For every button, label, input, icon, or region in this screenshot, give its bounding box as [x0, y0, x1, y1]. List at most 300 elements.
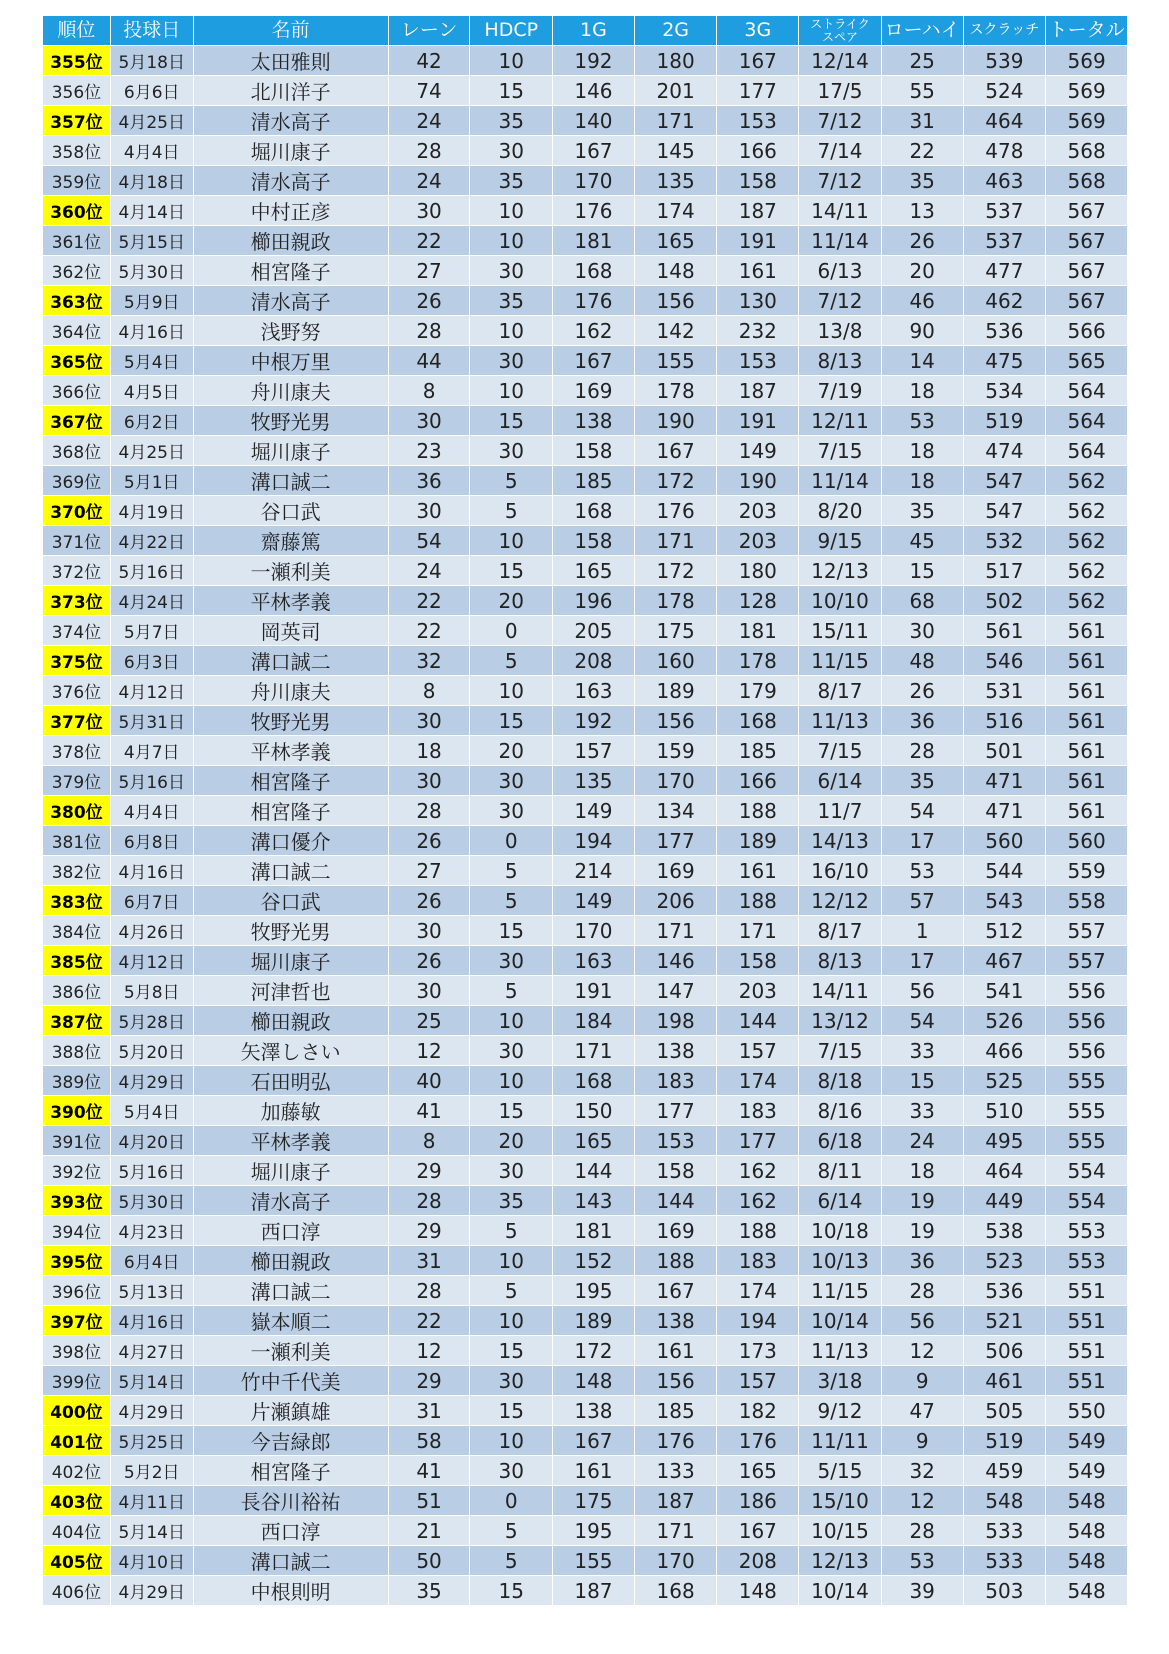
- game1-cell: 161: [553, 1456, 635, 1486]
- lowhigh-cell: 18: [882, 1156, 964, 1186]
- lane-cell: 22: [389, 616, 471, 646]
- header-scratch: スクラッチ: [964, 16, 1047, 46]
- table-row: [43, 736, 1128, 766]
- game2-cell: 190: [635, 406, 718, 436]
- hdcp-cell: 0: [470, 616, 553, 646]
- name-cell: 相宮隆子: [194, 766, 389, 796]
- hdcp-cell: 10: [470, 526, 553, 556]
- rank-cell: 392位: [43, 1156, 111, 1186]
- table-row: [43, 1216, 1128, 1246]
- scratch-cell: 560: [964, 826, 1047, 856]
- game2-cell: 172: [635, 556, 718, 586]
- game2-cell: 158: [635, 1156, 718, 1186]
- hdcp-cell: 5: [470, 856, 553, 886]
- scratch-cell: 533: [964, 1516, 1047, 1546]
- total-cell: 569: [1046, 76, 1128, 106]
- date-cell: 4月18日: [111, 166, 194, 196]
- game2-cell: 168: [635, 1576, 718, 1606]
- name-cell: 齋藤篤: [194, 526, 389, 556]
- scratch-cell: 524: [964, 76, 1047, 106]
- lowhigh-cell: 56: [882, 976, 964, 1006]
- name-cell: 西口淳: [194, 1216, 389, 1246]
- lane-cell: 36: [389, 466, 471, 496]
- scratch-cell: 467: [964, 946, 1047, 976]
- date-cell: 5月30日: [111, 256, 194, 286]
- header-lane: レーン: [389, 16, 471, 46]
- scratch-cell: 523: [964, 1246, 1047, 1276]
- name-cell: 平林孝義: [194, 1126, 389, 1156]
- game1-cell: 169: [553, 376, 635, 406]
- hdcp-cell: 30: [470, 1156, 553, 1186]
- rank-cell: 378位: [43, 736, 111, 766]
- game3-cell: 180: [717, 556, 799, 586]
- strike-spare-cell: 15/11: [799, 616, 882, 646]
- hdcp-cell: 30: [470, 346, 553, 376]
- lowhigh-cell: 48: [882, 646, 964, 676]
- strike-spare-cell: 17/5: [799, 76, 882, 106]
- name-cell: 一瀬利美: [194, 1336, 389, 1366]
- total-cell: 560: [1046, 826, 1128, 856]
- game3-cell: 208: [717, 1546, 799, 1576]
- game1-cell: 185: [553, 466, 635, 496]
- date-cell: 4月16日: [111, 316, 194, 346]
- scratch-cell: 463: [964, 166, 1047, 196]
- game2-cell: 155: [635, 346, 718, 376]
- scratch-cell: 541: [964, 976, 1047, 1006]
- total-cell: 561: [1046, 766, 1128, 796]
- date-cell: 5月7日: [111, 616, 194, 646]
- name-cell: 中根万里: [194, 346, 389, 376]
- game2-cell: 177: [635, 1096, 718, 1126]
- name-cell: 溝口誠二: [194, 856, 389, 886]
- game3-cell: 188: [717, 1216, 799, 1246]
- lowhigh-cell: 53: [882, 406, 964, 436]
- strike-spare-cell: 9/12: [799, 1396, 882, 1426]
- game2-cell: 175: [635, 616, 718, 646]
- game1-cell: 187: [553, 1576, 635, 1606]
- name-cell: 舟川康夫: [194, 676, 389, 706]
- lane-cell: 30: [389, 406, 471, 436]
- total-cell: 561: [1046, 646, 1128, 676]
- game3-cell: 186: [717, 1486, 799, 1516]
- rank-cell: 357位: [43, 106, 111, 136]
- scratch-cell: 471: [964, 766, 1047, 796]
- game3-cell: 153: [717, 106, 799, 136]
- name-cell: 平林孝義: [194, 586, 389, 616]
- total-cell: 562: [1046, 496, 1128, 526]
- rank-cell: 376位: [43, 676, 111, 706]
- table-row: [43, 1516, 1128, 1546]
- game2-cell: 165: [635, 226, 718, 256]
- total-cell: 569: [1046, 106, 1128, 136]
- game3-cell: 203: [717, 496, 799, 526]
- date-cell: 6月7日: [111, 886, 194, 916]
- total-cell: 564: [1046, 406, 1128, 436]
- date-cell: 4月4日: [111, 796, 194, 826]
- name-cell: 牧野光男: [194, 706, 389, 736]
- total-cell: 557: [1046, 946, 1128, 976]
- game1-cell: 172: [553, 1336, 635, 1366]
- game2-cell: 188: [635, 1246, 718, 1276]
- strike-spare-cell: 8/13: [799, 946, 882, 976]
- game2-cell: 176: [635, 496, 718, 526]
- total-cell: 555: [1046, 1126, 1128, 1156]
- total-cell: 551: [1046, 1306, 1128, 1336]
- rank-cell: 385位: [43, 946, 111, 976]
- lowhigh-cell: 15: [882, 556, 964, 586]
- game2-cell: 153: [635, 1126, 718, 1156]
- lowhigh-cell: 33: [882, 1036, 964, 1066]
- date-cell: 5月13日: [111, 1276, 194, 1306]
- table-body: [43, 46, 1128, 1606]
- rank-cell: 381位: [43, 826, 111, 856]
- total-cell: 559: [1046, 856, 1128, 886]
- table-row: [43, 946, 1128, 976]
- hdcp-cell: 20: [470, 1126, 553, 1156]
- scratch-cell: 539: [964, 46, 1047, 76]
- date-cell: 5月28日: [111, 1006, 194, 1036]
- scratch-cell: 519: [964, 406, 1047, 436]
- name-cell: 堀川康子: [194, 136, 389, 166]
- date-cell: 6月2日: [111, 406, 194, 436]
- table-row: [43, 556, 1128, 586]
- scratch-cell: 546: [964, 646, 1047, 676]
- hdcp-cell: 5: [470, 466, 553, 496]
- game2-cell: 147: [635, 976, 718, 1006]
- hdcp-cell: 35: [470, 106, 553, 136]
- lowhigh-cell: 18: [882, 376, 964, 406]
- scratch-cell: 474: [964, 436, 1047, 466]
- rank-cell: 398位: [43, 1336, 111, 1366]
- game1-cell: 138: [553, 1396, 635, 1426]
- strike-spare-cell: 5/15: [799, 1456, 882, 1486]
- strike-spare-cell: 11/14: [799, 466, 882, 496]
- game3-cell: 181: [717, 616, 799, 646]
- game2-cell: 171: [635, 526, 718, 556]
- game3-cell: 177: [717, 1126, 799, 1156]
- lane-cell: 26: [389, 946, 471, 976]
- lane-cell: 30: [389, 976, 471, 1006]
- name-cell: 矢澤しさい: [194, 1036, 389, 1066]
- scratch-cell: 536: [964, 316, 1047, 346]
- game1-cell: 146: [553, 76, 635, 106]
- game2-cell: 134: [635, 796, 718, 826]
- rank-cell: 367位: [43, 406, 111, 436]
- name-cell: 谷口武: [194, 886, 389, 916]
- total-cell: 564: [1046, 436, 1128, 466]
- game3-cell: 162: [717, 1186, 799, 1216]
- lane-cell: 24: [389, 166, 471, 196]
- game1-cell: 214: [553, 856, 635, 886]
- game2-cell: 161: [635, 1336, 718, 1366]
- date-cell: 4月11日: [111, 1486, 194, 1516]
- game3-cell: 144: [717, 1006, 799, 1036]
- lane-cell: 30: [389, 916, 471, 946]
- game1-cell: 157: [553, 736, 635, 766]
- rank-cell: 384位: [43, 916, 111, 946]
- game1-cell: 194: [553, 826, 635, 856]
- header-hdcp: HDCP: [470, 16, 553, 46]
- lowhigh-cell: 46: [882, 286, 964, 316]
- name-cell: 一瀬利美: [194, 556, 389, 586]
- lane-cell: 28: [389, 316, 471, 346]
- lane-cell: 8: [389, 1126, 471, 1156]
- strike-spare-cell: 11/15: [799, 1276, 882, 1306]
- lowhigh-cell: 22: [882, 136, 964, 166]
- game3-cell: 165: [717, 1456, 799, 1486]
- game3-cell: 194: [717, 1306, 799, 1336]
- lane-cell: 21: [389, 1516, 471, 1546]
- hdcp-cell: 30: [470, 946, 553, 976]
- rank-cell: 361位: [43, 226, 111, 256]
- hdcp-cell: 20: [470, 736, 553, 766]
- hdcp-cell: 10: [470, 226, 553, 256]
- scratch-cell: 534: [964, 376, 1047, 406]
- scratch-cell: 464: [964, 1156, 1047, 1186]
- hdcp-cell: 30: [470, 136, 553, 166]
- total-cell: 550: [1046, 1396, 1128, 1426]
- game3-cell: 167: [717, 1516, 799, 1546]
- scratch-cell: 525: [964, 1066, 1047, 1096]
- scratch-cell: 548: [964, 1486, 1047, 1516]
- lowhigh-cell: 90: [882, 316, 964, 346]
- game2-cell: 171: [635, 916, 718, 946]
- game1-cell: 191: [553, 976, 635, 1006]
- lane-cell: 30: [389, 766, 471, 796]
- table-row: [43, 1456, 1128, 1486]
- lowhigh-cell: 19: [882, 1186, 964, 1216]
- date-cell: 4月29日: [111, 1066, 194, 1096]
- hdcp-cell: 30: [470, 796, 553, 826]
- date-cell: 4月16日: [111, 856, 194, 886]
- name-cell: 北川洋子: [194, 76, 389, 106]
- header-row: [43, 16, 1128, 46]
- lane-cell: 26: [389, 286, 471, 316]
- lane-cell: 8: [389, 376, 471, 406]
- game2-cell: 148: [635, 256, 718, 286]
- lane-cell: 22: [389, 1306, 471, 1336]
- hdcp-cell: 15: [470, 1096, 553, 1126]
- table-row: [43, 496, 1128, 526]
- scratch-cell: 538: [964, 1216, 1047, 1246]
- total-cell: 556: [1046, 1036, 1128, 1066]
- lowhigh-cell: 15: [882, 1066, 964, 1096]
- strike-spare-cell: 8/17: [799, 676, 882, 706]
- game3-cell: 190: [717, 466, 799, 496]
- lowhigh-cell: 36: [882, 1246, 964, 1276]
- lowhigh-cell: 35: [882, 166, 964, 196]
- lowhigh-cell: 35: [882, 496, 964, 526]
- lowhigh-cell: 54: [882, 796, 964, 826]
- scratch-cell: 506: [964, 1336, 1047, 1366]
- game1-cell: 138: [553, 406, 635, 436]
- lane-cell: 23: [389, 436, 471, 466]
- strike-spare-cell: 7/15: [799, 1036, 882, 1066]
- game1-cell: 208: [553, 646, 635, 676]
- hdcp-cell: 10: [470, 376, 553, 406]
- total-cell: 568: [1046, 136, 1128, 166]
- lowhigh-cell: 12: [882, 1486, 964, 1516]
- lane-cell: 18: [389, 736, 471, 766]
- lowhigh-cell: 28: [882, 1276, 964, 1306]
- rank-cell: 405位: [43, 1546, 111, 1576]
- lane-cell: 22: [389, 226, 471, 256]
- total-cell: 555: [1046, 1096, 1128, 1126]
- lowhigh-cell: 26: [882, 226, 964, 256]
- total-cell: 549: [1046, 1426, 1128, 1456]
- lowhigh-cell: 18: [882, 466, 964, 496]
- scratch-cell: 536: [964, 1276, 1047, 1306]
- table-row: [43, 526, 1128, 556]
- date-cell: 4月12日: [111, 946, 194, 976]
- hdcp-cell: 15: [470, 1576, 553, 1606]
- hdcp-cell: 35: [470, 166, 553, 196]
- game1-cell: 150: [553, 1096, 635, 1126]
- strike-spare-cell: 12/13: [799, 1546, 882, 1576]
- rank-cell: 390位: [43, 1096, 111, 1126]
- total-cell: 556: [1046, 1006, 1128, 1036]
- game2-cell: 170: [635, 766, 718, 796]
- scratch-cell: 547: [964, 496, 1047, 526]
- game3-cell: 130: [717, 286, 799, 316]
- game2-cell: 170: [635, 1546, 718, 1576]
- lowhigh-cell: 17: [882, 946, 964, 976]
- scratch-cell: 461: [964, 1366, 1047, 1396]
- lowhigh-cell: 13: [882, 196, 964, 226]
- game1-cell: 167: [553, 346, 635, 376]
- rank-cell: 366位: [43, 376, 111, 406]
- game2-cell: 146: [635, 946, 718, 976]
- total-cell: 555: [1046, 1066, 1128, 1096]
- hdcp-cell: 30: [470, 1366, 553, 1396]
- game1-cell: 196: [553, 586, 635, 616]
- name-cell: 相宮隆子: [194, 796, 389, 826]
- hdcp-cell: 10: [470, 1006, 553, 1036]
- hdcp-cell: 5: [470, 496, 553, 526]
- total-cell: 548: [1046, 1546, 1128, 1576]
- lane-cell: 28: [389, 1186, 471, 1216]
- date-cell: 6月4日: [111, 1246, 194, 1276]
- name-cell: 牧野光男: [194, 406, 389, 436]
- name-cell: 竹中千代美: [194, 1366, 389, 1396]
- scratch-cell: 495: [964, 1126, 1047, 1156]
- game1-cell: 143: [553, 1186, 635, 1216]
- table-row: [43, 856, 1128, 886]
- total-cell: 554: [1046, 1156, 1128, 1186]
- lane-cell: 41: [389, 1456, 471, 1486]
- lowhigh-cell: 33: [882, 1096, 964, 1126]
- game2-cell: 172: [635, 466, 718, 496]
- game3-cell: 232: [717, 316, 799, 346]
- lane-cell: 29: [389, 1366, 471, 1396]
- strike-spare-cell: 8/17: [799, 916, 882, 946]
- game1-cell: 168: [553, 1066, 635, 1096]
- lane-cell: 31: [389, 1396, 471, 1426]
- name-cell: 西口淳: [194, 1516, 389, 1546]
- hdcp-cell: 10: [470, 676, 553, 706]
- hdcp-cell: 30: [470, 436, 553, 466]
- name-cell: 櫛田親政: [194, 226, 389, 256]
- strike-spare-cell: 10/14: [799, 1576, 882, 1606]
- table-row: [43, 76, 1128, 106]
- strike-spare-cell: 12/13: [799, 556, 882, 586]
- hdcp-cell: 20: [470, 586, 553, 616]
- lane-cell: 41: [389, 1096, 471, 1126]
- scratch-cell: 537: [964, 226, 1047, 256]
- rank-cell: 380位: [43, 796, 111, 826]
- hdcp-cell: 10: [470, 196, 553, 226]
- strike-spare-cell: 11/11: [799, 1426, 882, 1456]
- hdcp-cell: 10: [470, 316, 553, 346]
- game3-cell: 153: [717, 346, 799, 376]
- total-cell: 567: [1046, 256, 1128, 286]
- game1-cell: 148: [553, 1366, 635, 1396]
- header-game3: 3G: [717, 16, 799, 46]
- scratch-cell: 502: [964, 586, 1047, 616]
- rank-cell: 365位: [43, 346, 111, 376]
- date-cell: 4月24日: [111, 586, 194, 616]
- table-row: [43, 1126, 1128, 1156]
- rank-cell: 399位: [43, 1366, 111, 1396]
- scratch-cell: 521: [964, 1306, 1047, 1336]
- lane-cell: 40: [389, 1066, 471, 1096]
- lowhigh-cell: 57: [882, 886, 964, 916]
- name-cell: 浅野努: [194, 316, 389, 346]
- scratch-cell: 543: [964, 886, 1047, 916]
- name-cell: 清水高子: [194, 106, 389, 136]
- lane-cell: 22: [389, 586, 471, 616]
- name-cell: 清水高子: [194, 286, 389, 316]
- scratch-cell: 519: [964, 1426, 1047, 1456]
- strike-spare-cell: 7/19: [799, 376, 882, 406]
- scratch-cell: 466: [964, 1036, 1047, 1066]
- rank-cell: 372位: [43, 556, 111, 586]
- table-row: [43, 286, 1128, 316]
- name-cell: 溝口誠二: [194, 646, 389, 676]
- game1-cell: 149: [553, 796, 635, 826]
- game2-cell: 176: [635, 1426, 718, 1456]
- total-cell: 553: [1046, 1216, 1128, 1246]
- strike-spare-cell: 7/12: [799, 286, 882, 316]
- table-row: [43, 886, 1128, 916]
- game1-cell: 168: [553, 256, 635, 286]
- strike-spare-cell: 8/20: [799, 496, 882, 526]
- table-row: [43, 1306, 1128, 1336]
- scratch-cell: 532: [964, 526, 1047, 556]
- date-cell: 5月25日: [111, 1426, 194, 1456]
- name-cell: 相宮隆子: [194, 1456, 389, 1486]
- strike-spare-cell: 16/10: [799, 856, 882, 886]
- strike-spare-cell: 10/18: [799, 1216, 882, 1246]
- game3-cell: 149: [717, 436, 799, 466]
- strike-spare-cell: 11/7: [799, 796, 882, 826]
- lane-cell: 42: [389, 46, 471, 76]
- table-row: [43, 1396, 1128, 1426]
- game1-cell: 176: [553, 286, 635, 316]
- date-cell: 4月29日: [111, 1576, 194, 1606]
- table-row: [43, 1036, 1128, 1066]
- date-cell: 4月12日: [111, 676, 194, 706]
- lowhigh-cell: 35: [882, 766, 964, 796]
- game2-cell: 187: [635, 1486, 718, 1516]
- name-cell: 中根則明: [194, 1576, 389, 1606]
- hdcp-cell: 5: [470, 646, 553, 676]
- scratch-cell: 478: [964, 136, 1047, 166]
- hdcp-cell: 0: [470, 1486, 553, 1516]
- lane-cell: 74: [389, 76, 471, 106]
- total-cell: 551: [1046, 1366, 1128, 1396]
- table-row: [43, 106, 1128, 136]
